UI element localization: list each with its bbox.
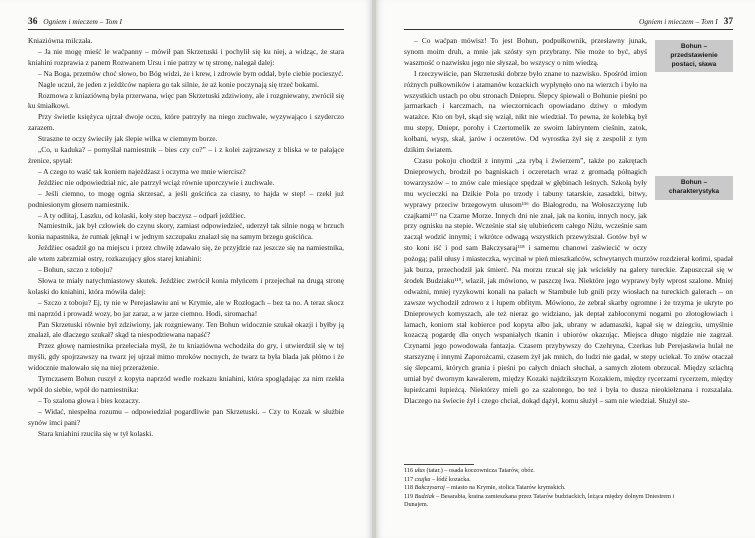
right-page-number: 37 — [723, 17, 733, 27]
right-running-title: Ogniem i mieczem – Tom I — [639, 17, 718, 26]
paragraph: Tymczasem Bohun ruszył z kopyta naprzód wedle rozkazu kniahini, która spoglądając za nim rzekła wpół do siebie, wpół do namiestnika: — [28, 374, 344, 394]
paragraph: Czasu pokoju chodził z innymi „za rybą i źwierzem”, także po zakrętach Dnieprowych, brodził po bagniskach i oczeretach wraz z gromadą półnagich towarzyszów – to znów cale miesiące spędzał w głębinach leśnych. Szkołą były mu wycieczki na Dzikie Pola po trzody i tabuny tatarskie, zasadzki, bitwy, wyprawy przeciw brzegowym ułusom¹¹⁶ do Białogrodu, na Wołoszczyznę lub czajkami¹¹⁷ na Czarne Morze. Innych dni nie znał, jak na koniu, innych nocy, jak przy ognisku na stepie. Wcześnie stał się ulubieńcem całego Niżu, wcześnie sam zaczął wodzić innymi; i wkrótce odwagą wszystkich przewyższał. Gotów był w sto koni iść i pod sam Bakczysaraj¹¹⁸ i samemu chanowi zaświecić w oczy pożogą; palił ułusy i miasteczka, wycinał w pień mieszkańców, schwytanych murzów rozdzierał końmi, spadał jak burza, przechodził jak śmierć. Na morzu rzucał się jak wściekły na galery tureckie. Zapuszczał się w środek Budziaku¹¹⁹, właził, jak mówiono, w paszczę lwa. Niektóre jego wyprawy były wprost szalone. Mniej odważni, mniej ryzykowni konali na palach w Stambule lub gnili przy wiosłach na tureckich galerach – on zawsze wychodził zdrowo z i łupem obfitym. Mówiono, że zebrał skarby ogromne i że trzyma je ukryte po Dnieprowych komyszach, ale też nieraz go widziano, jak deptał zabłoconymi nogami po złotogłowiach i lamach, koniom stał kobierce pod kopyta albo jak, ubrany w adamaszki, kąpał się w dziegciu, umyślnie kozaczą pogardę dla onych wspaniałych tkanin i ubiorów okazując. Miejsca długo nigdzie nie zagrzał. Czynami jego powodowała fantazja. Czasem przybywszy do Czehryna, Czerkas lub Perejasławia hulał ne starszyznę i innymi Zaporożcami, czasem żył jak mnich, do ludzi nie gadał, w stepy uciekał. To znów otaczał się ślepcami, których grania i pieśni po całych dniach słuchał, a samych złotem obrzucał. Między szlachtą umiał być dwornym kawalerem, między Kozaki najdzikszym Kozakiem, między rycerzami rycerzem, między łupieżcami łupieżcą. Niektórzy mieli go za szalonego, bo też i była to dusza nieokiełznana i rozszalała. Dlaczego na świecie żył i czego chciał, dokąd dążył, komu służył – sam nie wiedział. Służył ste- — [404, 155, 733, 405]
paragraph: „Co, u kaduka? – pomyślał namiestnik – bies czy co?” – i z kolei zajrzawszy z bliska w te pałające źrenice, spytał: — [28, 145, 344, 165]
left-page — [0, 0, 372, 538]
left-running-head — [28, 17, 122, 27]
left-body-text — [28, 36, 344, 440]
paragraph: – Bohun, szczo z toboju? — [38, 265, 113, 275]
left-header-rule — [28, 29, 344, 30]
left-running-title: Ogniem i mieczem – Tom I — [43, 17, 122, 26]
footnote-term: Bakczysaraj — [414, 484, 445, 492]
sidenote-bohun-characteristics: Bohun – charakterystyka — [655, 176, 733, 200]
left-page-number: 36 — [28, 17, 38, 27]
footnote — [404, 493, 696, 510]
paragraph: Pan Skrzetuski równie był zdziwiony, jak rozgniewany. Ten Bohun widocznie szukał okazji i byłby ją znalazł, ale dlaczego szukał? skąd ta niespodziewana napaść? — [28, 319, 344, 340]
footnote — [404, 476, 696, 485]
paragraph: Kniaziówna milczała. — [28, 36, 93, 45]
paragraph: Stara kniahini rzuciła się w tył kolaski. — [38, 428, 154, 438]
paragraph: I rzeczywiście, pan Skrzetuski dobrze było znane to nazwisko. Spośród imion różnych pułkowników i atamanów kozackich wypłynęło ono na wierzch i było na wszystkich ustach po obu stronach Dniepru. Ślepcy śpiewali o Bohunie pieśni po jarmarkach i karczmach, na wieczornicach opowiadano dziwy o młodym watażce. Kto on był, skąd się wziął, nikt nie wiedział. To pewna, że kolebką był mu stepy, Dniepr, porohy i Czertomelik ze swoim labiryntem cieśnin, zatok, kołbani, wysp, skał, jarów i oczeretów. Od wyrostka żył się z zespolił z tym dzikim światem. — [404, 68, 647, 155]
right-body-text — [404, 36, 733, 407]
paragraph: Słowa te miały natychmiastowy skutek. Jeźdźiec zwrócił konia młyńcem i przejechał na drugą stronę kolaski do kniahini, która mówiła dalej: — [28, 275, 344, 296]
paragraph: Przez głowę namiestnika przeleciała myśl, że tu kniaziówna wchodziła do gry, i utwierdził się w tej myśli, gdy spojrzawszy na twarz jej ujrzał mimo mroków nocnych, że twarz ta była blada jak płótno i że widocznie malowało się na niej przerażenie. — [28, 341, 344, 373]
paragraph: – Na Boga, przemów choć słowo, bo Bóg widzi, że i krew, i zdrowie bym oddał, byle ciebie pocieszyć. — [38, 68, 344, 78]
paragraph: – Ja nie mogę mieść le waćpanny – mówił pan Skrzetuski i pochylił się ku niej, a widząc, że stara kniahini rozprawia z panem Rozwanem Ursu i nie patrzy w tę stronę, nalegał dalej: — [28, 46, 344, 67]
footnote-number: 119 — [404, 492, 414, 500]
footnote-term: Budziak — [414, 492, 435, 500]
footnote-term: ułus — [414, 467, 425, 474]
paragraph: – Co waćpan mówisz! To jest Bohun, podpułkownik, przesławny junak, synom moim druh, a mnie jak szósty syn przybrany. Nie może to być, abyś waszmość o nazwisku jego nie słyszał, bo wszyscy o nim wiedzą. — [404, 36, 647, 67]
footnote-term: czajka — [414, 475, 431, 483]
footnote-rule — [404, 464, 474, 465]
paragraph: – A czego to waść tak koniem najeżdżasz i oczyma we mnie wiercisz? — [38, 166, 246, 176]
paragraph: Przy świetle księżyca ujrzał dwoje oczu, które patrzyły na niego zuchwale, wyzywająco i szyderczo zarazem. — [28, 112, 344, 133]
footnote-number: 118 — [404, 484, 414, 492]
right-running-head — [639, 17, 733, 27]
paragraph: Jeźdźiec nie odpowiedział nic, ale patrzył wciąż równie uporczywie i zuchwale. — [38, 177, 275, 187]
footnote-number: 117 — [404, 475, 414, 483]
paragraph: – A ty odlitaj, Laszku, od kolaski, koły step baczysz – odparł jeźdźiec. — [38, 210, 246, 220]
footnote-text: – łódź kozacka. — [431, 475, 471, 483]
footnotes — [404, 467, 696, 510]
footnote-number: 116 — [404, 467, 414, 474]
footnote-text: (tatar.) – osada koczownicza Tatarów, obóz. — [426, 467, 535, 474]
paragraph: – To szalona głowa i bies kozaczy. — [38, 395, 141, 405]
paragraph: – Szczo z toboju? Ej, ty nie w Perejasławiu ani w Krymie, ale w Rozłogach – bez ta no. A teraz skocz mi naprzód i prowadź wozy, bo jar zaraz, a w jarze ciemno. Hodi, siromacha! — [28, 297, 344, 318]
footnote — [404, 467, 696, 476]
paragraph: Rozmowa z kniaziówną była przerwana, więc pan Skrzetuski zdziwiony, ale i rozgniewany, zwrócił się ku śmiałkowi. — [28, 90, 344, 111]
footnote — [404, 484, 696, 493]
right-header-rule — [404, 29, 733, 30]
sidenote-bohun-introduction: Bohun – przedstawienie postaci, sława — [655, 40, 733, 72]
paragraph: – Jeśli ciemno, to mogę ognia skrzesać, a jeśli gościńca za ciasny, to hajda w step! – rzekł już podniesionym głosem namiestnik. — [28, 188, 344, 209]
paragraph: Namiestnik, jak był człowiek do czynu skory, zamiast odpowiedzieć, uderzył tak silnie nogą w brzuch konia napastnika, że rumak jęknął i w jednym szczupaku znalazł się na samym brzegu gościńca. — [28, 221, 344, 242]
paragraph: Nagle uczuł, że jeden z jeźdźców napiera go tak silnie, że aż konie poczynają się trzeć bokami. — [38, 79, 319, 89]
paragraph: – Widać, niespełna rozumu – odpowiedział pogardliwie pan Skrzetuski. – Czy to Kozak w służbie synów imci pani? — [28, 406, 344, 427]
paragraph: Jeźdźiec osadził go na miejscu i przez chwilę zdawało się, że przyjdzie raz jeszcze się na namiestnika, ale wtem zabrzmiał ostry, rozkazujący głos starej kniahini: — [28, 243, 344, 264]
paragraph: Straszne te oczy świeciły jak ślepie wilka w ciemnym borze. — [38, 134, 218, 144]
right-page — [376, 0, 755, 538]
footnote-text: – Besarabia, kraina zamieszkana przez Tatarów budziackich, leżąca między dolnym Dniestrem i Dunajem. — [404, 492, 675, 509]
footnote-text: – miasto na Krymie, stolica Tatarów krymskich. — [446, 484, 566, 492]
